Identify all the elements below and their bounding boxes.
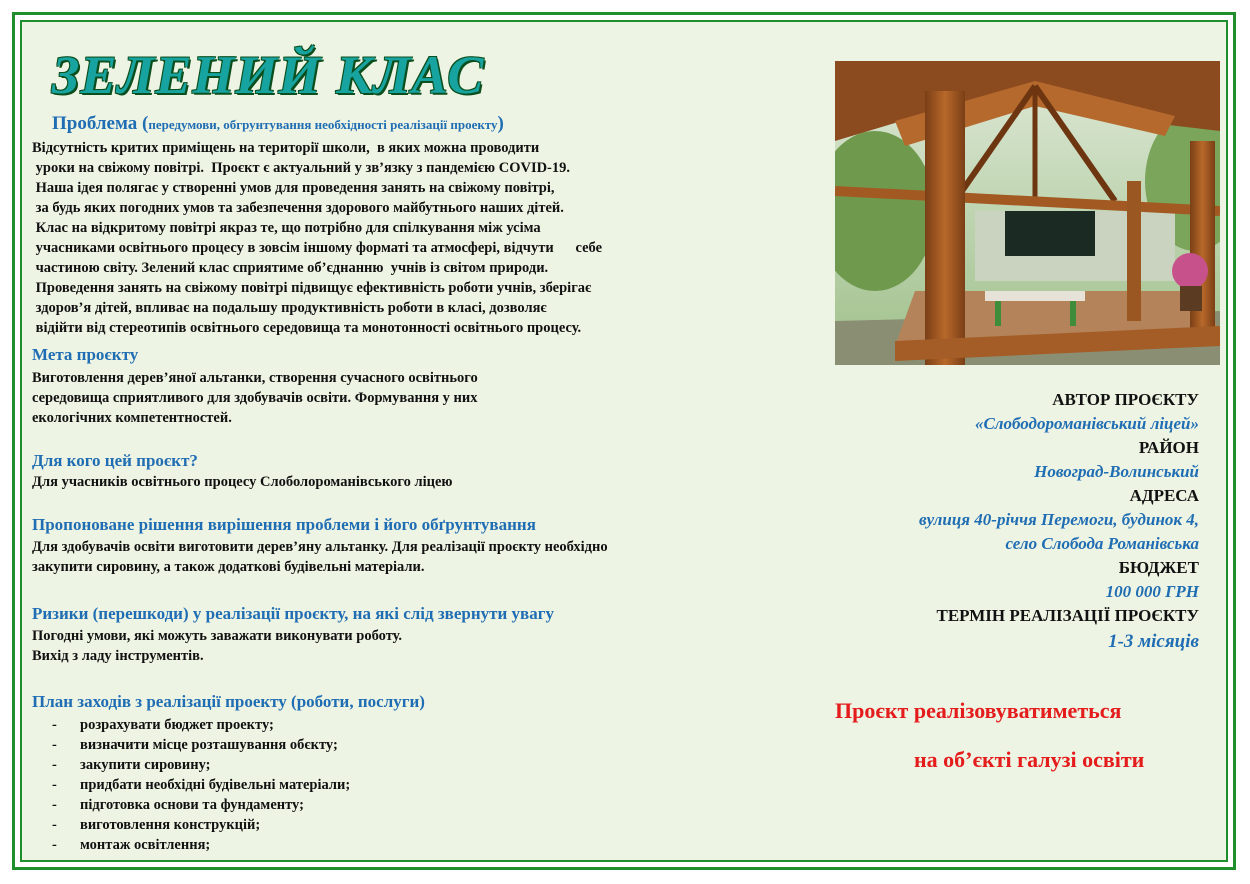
audience-heading: Для кого цей проєкт? xyxy=(32,451,198,470)
budget-label: БЮДЖЕТ xyxy=(1118,558,1199,577)
plan-item xyxy=(52,835,350,855)
address-value-1: вулиця 40-річчя Перемоги, будинок 4, xyxy=(918,510,1199,529)
problem-text: Відсутність критих приміщень на території школи, в яких можна проводити уроки на свіжому повітрі. Проєкт є актуальний у зв’язку з пандемією COVID-19. Наша ідея полягає у створенні умов для проведення занять на свіжому повітрі, за будь яких погодних умов та забезпечення здорового майбутнього наших дітей. Клас на відкритому повітрі якраз те, що потрібно для спілкування між усіма учасниками освітнього процесу в зовсім іншому форматі та атмосфері, відчути себе частиною світу. Зелений клас сприятиме об’єднанню учнів із світом природи. Проведення занять на свіжому повітрі підвищує ефективність роботи учнів, зберігає здоров’я дітей, впливає на подальшу продуктивність роботи в класі, дозволяє відійти від стереотипів освітнього середовища та монотонності освітнього процесу. xyxy=(32,140,603,336)
page-title: ЗЕЛЕНИЙ КЛАС xyxy=(52,45,485,105)
plan-item-text: закупити сировину; xyxy=(80,757,211,773)
plan-item-text: визначити місце розташування обєкту; xyxy=(80,737,338,753)
problem-heading-note: передумови, обгрунтування необхідності реалізації проекту xyxy=(148,117,498,132)
bullet-dash: - xyxy=(52,817,57,833)
audience-text: Для учасників освітнього процесу Слоболороманівського ліцею xyxy=(32,474,453,490)
plan-item-text: розрахувати бюджет проекту; xyxy=(80,717,274,733)
solution-heading: Пропоноване рішення вирішення проблеми і його обґрунтування xyxy=(32,515,536,534)
district-label: РАЙОН xyxy=(1138,438,1199,457)
plan-item xyxy=(52,735,350,755)
budget-value: 100 000 ГРН xyxy=(1105,582,1199,601)
plan-item-text: придбати необхідні будівельні матеріали; xyxy=(80,777,351,793)
address-label: АДРЕСА xyxy=(1129,486,1199,505)
plan-item-text: виготовлення конструкцій; xyxy=(80,817,261,833)
gazebo-photo xyxy=(835,61,1220,365)
term-value: 1-3 місяців xyxy=(1108,631,1199,652)
plan-heading: План заходів з реалізації проекту (роботи, послуги) xyxy=(32,692,425,711)
problem-heading xyxy=(52,113,504,135)
bullet-dash: - xyxy=(52,837,57,853)
author-label: АВТОР ПРОЄКТУ xyxy=(1052,390,1199,409)
gazebo-illustration xyxy=(835,61,1220,365)
bullet-dash: - xyxy=(52,737,57,753)
solution-text: Для здобувачів освіти виготовити дерев’яну альтанку. Для реалізації проєкту необхідно закупити сировину, а також додаткові будівельні матеріали. xyxy=(32,539,608,575)
author-value: «Слободороманівський ліцей» xyxy=(974,414,1199,433)
address-value-2: село Слобода Романівська xyxy=(1005,534,1199,553)
notice-line-1: Проєкт реалізовуватиметься xyxy=(835,698,1122,723)
risks-heading: Ризики (перешкоди) у реалізації проєкту, на які слід звернути увагу xyxy=(32,604,554,623)
plan-item xyxy=(52,795,350,815)
plan-item-text: монтаж освітлення; xyxy=(80,837,211,853)
problem-heading-main: Проблема ( xyxy=(52,113,149,134)
plan-item xyxy=(52,815,350,835)
plan-item xyxy=(52,775,350,795)
plan-item xyxy=(52,755,350,775)
bullet-dash: - xyxy=(52,757,57,773)
plan-item xyxy=(52,715,350,735)
bullet-dash: - xyxy=(52,777,57,793)
risks-text: Погодні умови, які можуть заважати виконувати роботу. Вихід з ладу інструментів. xyxy=(32,628,403,664)
bullet-dash: - xyxy=(52,717,57,733)
project-info xyxy=(919,388,1199,656)
district-value: Новоград-Волинський xyxy=(1034,462,1199,481)
term-label: ТЕРМІН РЕАЛІЗАЦІЇ ПРОЄКТУ xyxy=(936,606,1199,625)
goal-heading: Мета проєкту xyxy=(32,345,139,364)
bullet-dash: - xyxy=(52,797,57,813)
goal-text: Виготовлення дерев’яної альтанки, створення сучасного освітнього середовища сприятливого для здобувачів освіти. Формування у них екологічних компетентностей. xyxy=(32,370,478,426)
plan-list xyxy=(52,715,350,855)
problem-heading-close: ) xyxy=(497,113,504,134)
plan-item-text: підготовка основи та фундаменту; xyxy=(80,797,304,813)
notice-line-2: на об’єкті галузі освіти xyxy=(914,747,1145,772)
